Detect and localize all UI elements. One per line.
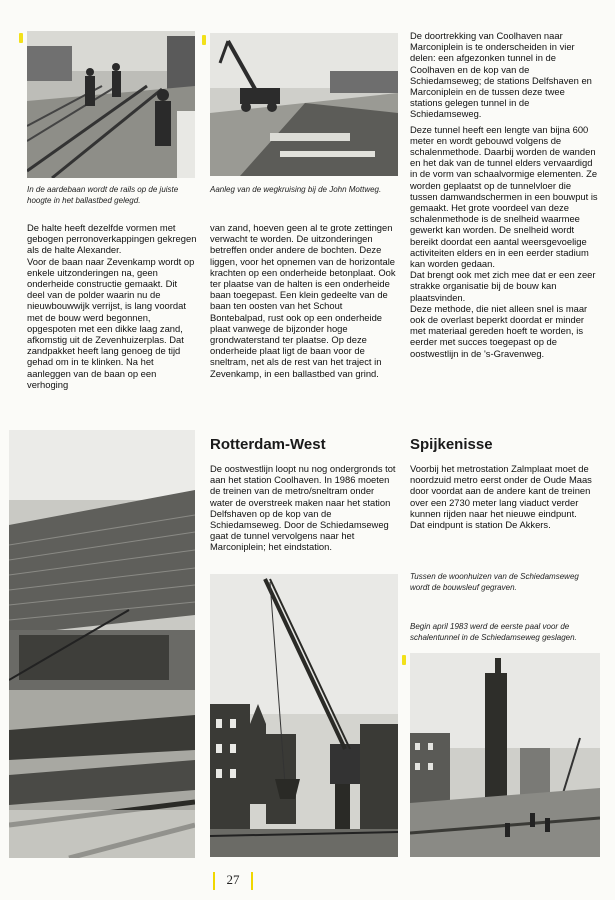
yellow-marker [402, 655, 406, 665]
paragraph: De halte heeft dezelfde vormen met gebogen perronoverkappingen gekregen als de halte Alexander. [27, 222, 197, 256]
heading-spijkenisse: Spijkenisse [410, 436, 493, 453]
caption-rails: In de aardebaan wordt de rails op de juiste hoogte in het ballastbed gelegd. [27, 185, 179, 205]
yellow-marker [202, 35, 206, 45]
photo-station-construction [9, 430, 195, 858]
page-number [211, 872, 255, 890]
decorative-tick [213, 872, 215, 890]
caption-excavator: Aanleg van de wegkruising bij de John Mottweg. [210, 185, 382, 194]
photo-pile-driver [410, 653, 600, 857]
spijkenisse-text [410, 463, 598, 530]
paragraph: De oostwestlijn loopt nu nog ondergronds tot aan het station Coolhaven. In 1986 moeten de treinen van de metro/sneltram onder water de overstreek maken naar het station Delfshaven op de kop van de Schiedamseweg. Door de Schiedamseweg gaat de tunnel vervolgens naar het Marconiplein; het eindstation. [210, 463, 396, 553]
paragraph: Voor de baan naar Zevenkamp wordt op enkele uitzonderingen na, geen onderheide constructie gemaakt. Dit deel van de polder waarin nu de nieuwbouwwijk verrijst, is lang voordat met de bouw werd begonnen, opgespoten met een dikke laag zand, afkomstig uit de Zevenhuizerplas. Dat zandpakket heeft lang genoeg de tijd gehad om in te klinken. Na het aanleggen van de baan op een verhoging [27, 255, 195, 390]
column-3-text [410, 30, 598, 359]
rotterdam-west-text [210, 463, 398, 553]
caption-paal: Begin april 1983 werd de eerste paal voor de schalentunnel in de Schiedamseweg geslagen. [410, 622, 577, 642]
column-2-text [210, 222, 398, 379]
decorative-tick [251, 872, 253, 890]
photo-crane [210, 574, 398, 857]
photo-rail-workers [27, 31, 195, 178]
paragraph: Dat brengt ook met zich mee dat er een zeer strakke organisatie bij de bouw kan plaatsvinden. [410, 269, 596, 303]
heading-rotterdam-west: Rotterdam-West [210, 436, 326, 453]
yellow-marker [19, 33, 23, 43]
column-1-text [27, 222, 197, 390]
paragraph: Deze methode, die niet alleen snel is maar ook de overlast beperkt doordat er minder met materiaal gereden hoeft te worden, is eerder met succes toegepast op de oostwestlijn in de 's-Gravenweg. [410, 302, 588, 359]
paragraph: Dat eindpunt is station De Akkers. [410, 519, 551, 531]
paragraph: De doortrekking van Coolhaven naar Marconiplein is te onderscheiden in vier delen: een afgezonken tunnel in de Coolhaven en de kop van de Schiedamseweg; de stations Delfshaven en Marconiplein en de tussen deze twee stations gelegen tunnel in de Schiedamseweg. [410, 30, 592, 120]
page-number-label: 27 [226, 872, 240, 887]
paragraph: Deze tunnel heeft een lengte van bijna 600 meter en wordt gebouwd volgens de schalenmethode. Daarbij worden de wanden en het dak van de tunnel elders vervaardigd in de vorm van schaalvormige elementen. Ze worden geplaatst op de tunnelvloer die tussen damwandschermen in een bouwput is gemaakt. Het grote voordeel van deze schalenmethode is de snelheid waarmee gewerkt kan worden. De snelheid wordt bereikt doordat een aantal weersgevoelige activiteiten elders en in een eerder stadium kan worden gedaan. [410, 123, 598, 270]
paragraph: van zand, hoeven geen al te grote zettingen verwacht te worden. De uitzonderingen betreffen onder andere de bochten. Deze liggen, voor het opnemen van de horizontale krachten op een onderheide betonplaat. Ook ter plaatse van de halten is een onderheide baan toegepast. Een klein gedeelte van de baan ten oosten van het Schout Bontebalpad, rust ook op een onderheide plaat vanwege de bijzonder hoge grondwaterstand ter plaatse. Op deze onderheide plaat ligt de baan voor de sneltram, net als de rest van het traject in Zevenkamp, in een ballastbed van grind. [210, 222, 396, 379]
paragraph: Voorbij het metrostation Zalmplaat moet de noordzuid metro eerst onder de Oude Maas door voordat aan de andere kant de treinen over een 2730 meter lang viaduct verder kunnen rijden naar het nieuwe eindpunt. [410, 463, 592, 519]
caption-woonhuizen: Tussen de woonhuizen van de Schiedamseweg wordt de bouwsleuf gegraven. [410, 572, 579, 592]
photo-excavator [210, 33, 398, 176]
